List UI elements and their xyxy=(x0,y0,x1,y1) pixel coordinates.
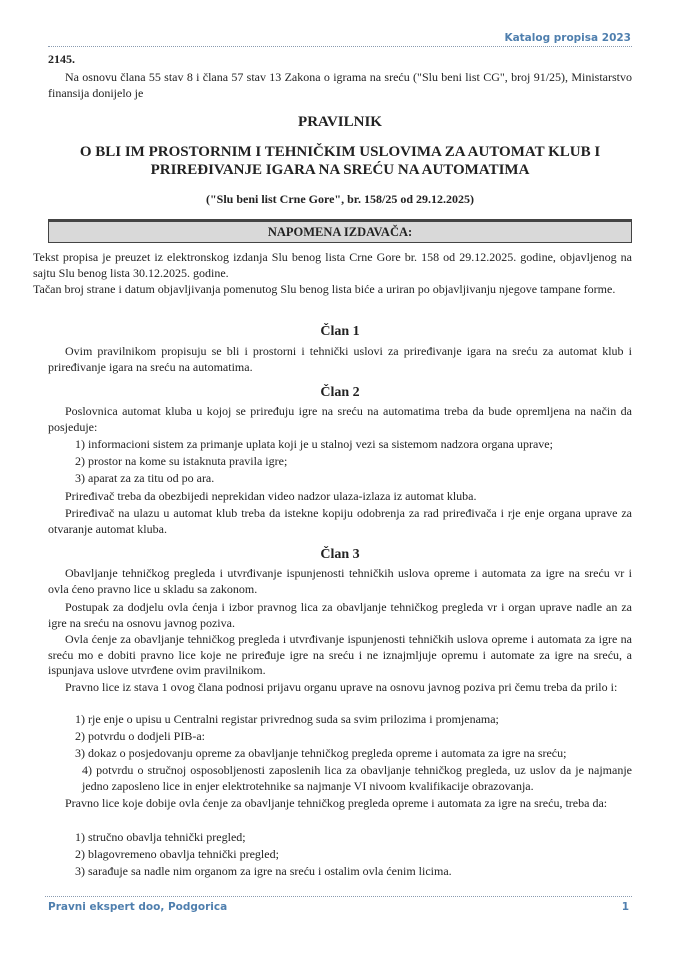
header-divider xyxy=(48,46,632,47)
document-title: PRAVILNIK xyxy=(298,114,382,130)
article-3-paragraph-3: Ovla ćenje za obavljanje tehničkog pregleda i utvrđivanje ispunjenosti tehničkih uslova opreme i automata za igre na sreću mo e dobiti pravno lice koje ne priređuje igre na sreću i ne iznajmljuje opremu i automate za igre na sreću, a ispunjava uslove utvrđene ovim pravilnikom. xyxy=(48,632,632,677)
catalog-header: Katalog propisa 2023 xyxy=(504,32,631,44)
list-item: 3) aparat za za titu od po ara. xyxy=(75,471,215,485)
footer-publisher: Pravni ekspert doo, Podgorica xyxy=(48,901,228,913)
document-subtitle-1: O BLI IM PROSTORNIM I TEHNIČKIM USLOVIMA ZA AUTOMAT KLUB I xyxy=(79,144,601,160)
list-item: 3) dokaz o posjedovanju opreme za obavljanje tehničkog pregleda opreme i automata za igre na sreću; xyxy=(75,746,567,760)
article-2-heading: Član 2 xyxy=(320,385,360,400)
publisher-note-1: Tekst propisa je preuzet iz elektronskog izdanja Slu benog lista Crne Gore br. 158 od 29.12.2025. godine, objavljenog na sajtu Slu benog lista 30.12.2025. godine. xyxy=(33,250,632,280)
article-3-heading: Član 3 xyxy=(320,547,360,562)
list-item: 2) prostor na kome su istaknuta pravila igre; xyxy=(75,454,288,468)
article-3-paragraph-1: Obavljanje tehničkog pregleda i utvrđivanje ispunjenosti tehničkih uslova opreme i automata za igre na sreću vr i ovla ćeno pravno lice u skladu sa zakonom. xyxy=(48,566,632,596)
article-2-paragraph-1: Poslovnica automat kluba u kojoj se priređuju igre na sreću na automatima treba da bude opremljena na način da posjeduje: xyxy=(48,404,632,434)
regulation-number: 2145. xyxy=(48,52,75,66)
preamble: Na osnovu člana 55 stav 8 i člana 57 stav 13 Zakona o igrama na sreću ("Slu beni list CG", broj 91/25), Ministarstvo finansija donijelo je xyxy=(48,70,632,100)
list-item: 2) blagovremeno obavlja tehnički pregled; xyxy=(75,847,279,861)
list-item: 3) sarađuje sa nadle nim organom za igre na sreću i ostalim ovla ćenim licima. xyxy=(75,864,452,878)
publisher-note-2: Tačan broj strane i datum objavljivanja pomenutog Slu benog lista biće a uriran po objavljivanju njegove tampane forme. xyxy=(33,282,616,296)
page-number: 1 xyxy=(621,901,629,913)
publisher-note-heading: NAPOMENA IZDAVAČA: xyxy=(48,219,632,243)
document-subtitle-2: PRIREĐIVANJE IGARA NA SREĆU NA AUTOMATIMA xyxy=(150,162,530,178)
article-3-paragraph-5: Pravno lice koje dobije ovla ćenje za obavljanje tehničkog pregleda opreme i automata za igre na sreću, treba da: xyxy=(65,796,608,810)
list-item: 2) potvrdu o dodjeli PIB-a: xyxy=(75,729,205,743)
list-item: 1) stručno obavlja tehnički pregled; xyxy=(75,830,246,844)
article-3-paragraph-4: Pravno lice iz stava 1 ovog člana podnosi prijavu organu uprave na osnovu javnog poziva pri čemu treba da prilo i: xyxy=(65,680,618,694)
article-3-paragraph-2: Postupak za dodjelu ovla ćenja i izbor pravnog lica za obavljanje tehničkog pregleda vr i organ uprave nadle an za igre na sreću na osnovu javnog poziva. xyxy=(48,600,632,630)
gazette-reference: ("Slu beni list Crne Gore", br. 158/25 od 29.12.2025) xyxy=(205,192,474,206)
article-2-paragraph-2: Priređivač treba da obezbijedi neprekidan video nadzor ulaza-izlaza iz automat kluba. xyxy=(65,489,477,503)
list-item: 1) informacioni sistem za primanje uplata koji je u stalnoj vezi sa sistemom nadzora organa uprave; xyxy=(75,437,553,451)
article-1-paragraph: Ovim pravilnikom propisuju se bli i prostorni i tehnički uslovi za priređivanje igara na sreću za automat klub i priređivanje igara na sreću na automatima. xyxy=(48,344,632,374)
list-item: 4) potvrdu o stručnoj osposobljenosti zaposlenih lica za obavljanje tehničkog pregleda, uz uslov da je najmanje jedno zaposleno lice in enjer elektrotehnike sa najmanje VI nivoom kvalifikacije obrazovanja. xyxy=(82,763,632,793)
article-2-paragraph-3: Priređivač na ulazu u automat klub treba da istekne kopiju odobrenja za rad priređivača i rje enje organa uprave za otvaranje automat kluba. xyxy=(48,506,632,536)
article-1-heading: Član 1 xyxy=(320,324,360,339)
list-item: 1) rje enje o upisu u Centralni registar privrednog suda sa svim prilozima i promjenama; xyxy=(75,712,499,726)
footer-divider xyxy=(45,896,632,897)
